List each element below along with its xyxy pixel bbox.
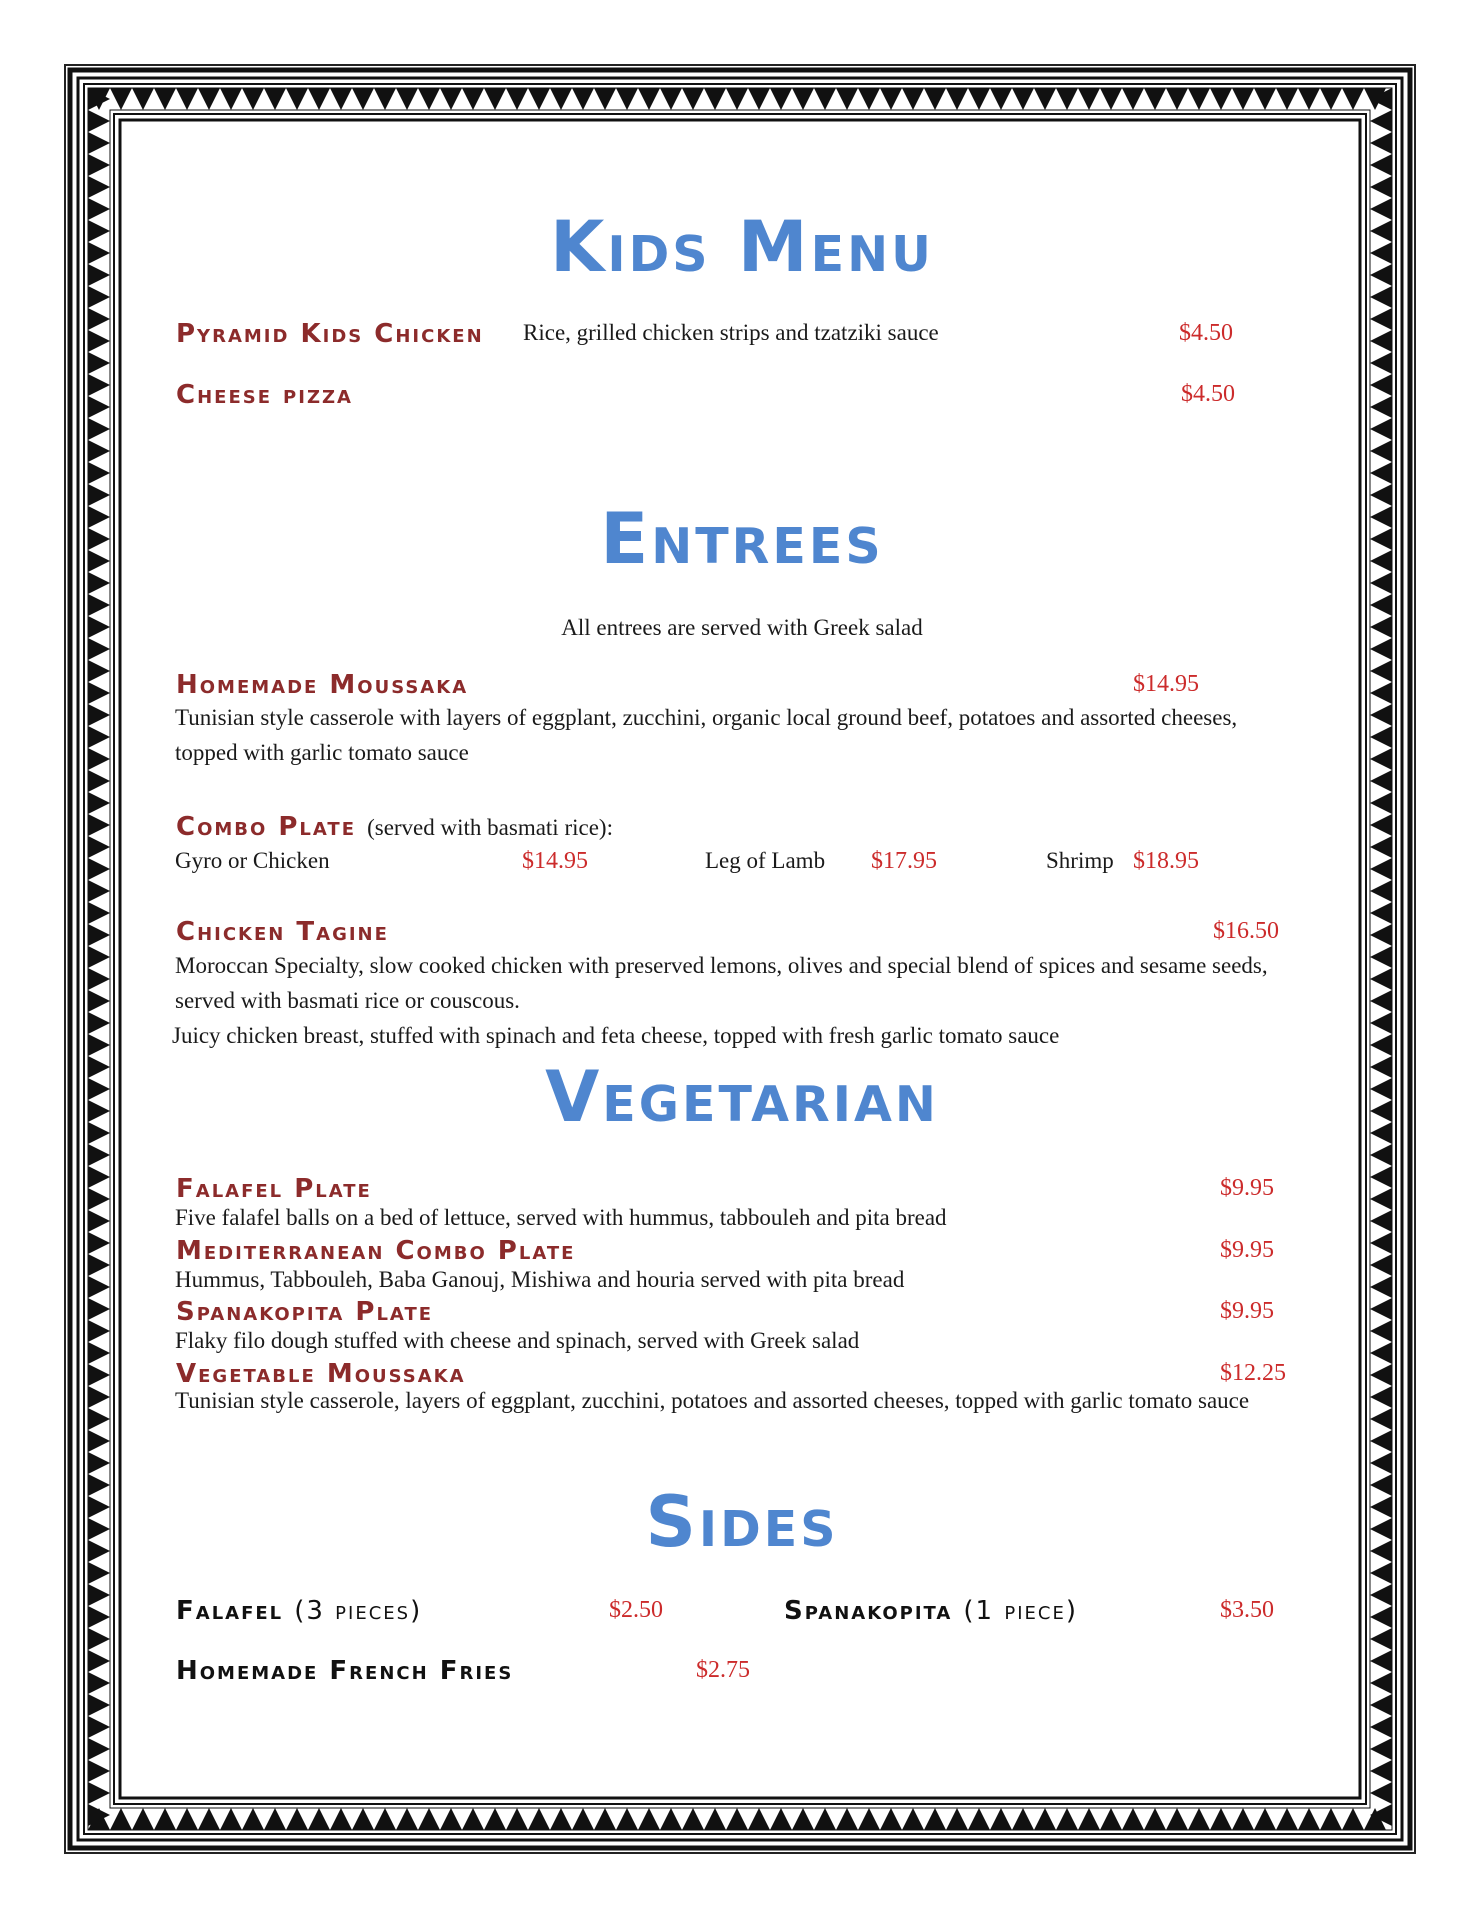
side-qty-text: (3 pieces) [294, 1596, 423, 1626]
side-item-name: Homemade French Fries [176, 1656, 514, 1686]
entree-name: Homemade Moussaka [176, 670, 469, 700]
vegetarian-item-name: Spanakopita Plate [176, 1297, 434, 1327]
entree-price: $16.50 [1213, 918, 1279, 944]
combo-option-label: Shrimp [1046, 848, 1114, 873]
vegetarian-item-name: Mediterranean Combo Plate [176, 1236, 576, 1266]
entree-name-combo [176, 814, 613, 840]
side-qty-text: (1 piece) [963, 1596, 1078, 1626]
vegetarian-item-price: $9.95 [1220, 1298, 1274, 1324]
entree-name: Chicken Tagine [176, 917, 389, 947]
vegetarian-heading: Vegetarian [545, 1056, 939, 1138]
vegetarian-item-price: $12.25 [1220, 1360, 1286, 1386]
vegetarian-item-name: Vegetable Moussaka [176, 1359, 466, 1389]
combo-option-label: Gyro or Chicken [175, 848, 330, 873]
side-item-name [784, 1598, 1078, 1624]
vegetarian-item-description: Flaky filo dough stuffed with cheese and spinach, served with Greek salad [175, 1328, 860, 1353]
side-item-price: $2.75 [696, 1657, 750, 1683]
side-item-price: $2.50 [609, 1597, 663, 1623]
kids-item-name: Cheese pizza [176, 380, 353, 410]
side-item-price: $3.50 [1220, 1597, 1274, 1623]
entrees-note: All entrees are served with Greek salad [561, 615, 923, 640]
combo-option-price: $14.95 [522, 848, 588, 874]
combo-option-price: $17.95 [871, 848, 937, 874]
kids-item-price: $4.50 [1179, 320, 1233, 346]
combo-plate-note: (served with basmati rice): [367, 815, 613, 840]
kids-item-price: $4.50 [1181, 381, 1235, 407]
side-name-text: Spanakopita [784, 1596, 953, 1626]
entree-description: Tunisian style casserole with layers of eggplant, zucchini, organic local ground beef, potatoes and assorted cheeses, topped with garlic tomato sauce [175, 705, 1238, 765]
vegetarian-item-description: Hummus, Tabbouleh, Baba Ganouj, Mishiwa and houria served with pita bread [175, 1267, 905, 1292]
kids-item-description: Rice, grilled chicken strips and tzatziki sauce [523, 320, 939, 345]
vegetarian-item-name: Falafel Plate [176, 1174, 372, 1204]
entree-extra-description: Juicy chicken breast, stuffed with spinach and feta cheese, topped with fresh garlic tomato sauce [172, 1023, 1060, 1048]
entrees-heading: Entrees [600, 498, 884, 580]
combo-option-price: $18.95 [1133, 848, 1199, 874]
vegetarian-item-price: $9.95 [1220, 1175, 1274, 1201]
sides-heading: Sides [645, 1481, 839, 1563]
kids-menu-heading: Kids Menu [550, 206, 934, 288]
combo-option-label: Leg of Lamb [705, 848, 826, 873]
entree-price: $14.95 [1133, 671, 1199, 697]
vegetarian-item-description: Tunisian style casserole, layers of eggplant, zucchini, potatoes and assorted cheeses, topped with garlic tomato sauce [175, 1388, 1250, 1413]
side-item-name [176, 1598, 422, 1624]
kids-item-name: Pyramid Kids Chicken [176, 319, 484, 349]
vegetarian-item-price: $9.95 [1220, 1237, 1274, 1263]
combo-plate-name: Combo Plate [176, 812, 357, 842]
vegetarian-item-description: Five falafel balls on a bed of lettuce, served with hummus, tabbouleh and pita bread [175, 1205, 947, 1230]
side-name-text: Falafel [176, 1596, 284, 1626]
entree-description: Moroccan Specialty, slow cooked chicken with preserved lemons, olives and special blend of spices and sesame seeds, served with basmati rice or couscous. [175, 953, 1268, 1013]
